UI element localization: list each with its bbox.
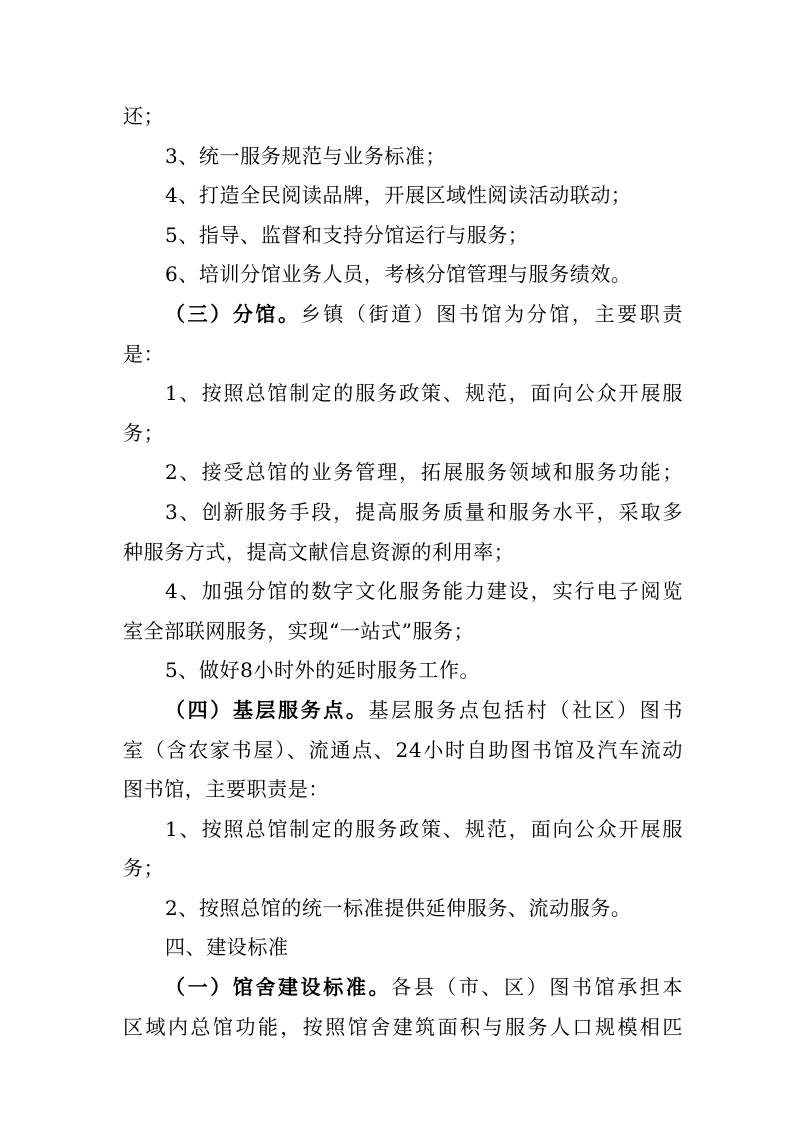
line-text: 还； xyxy=(123,104,165,128)
line-text: 乡镇（街道）图书馆为分馆，主要职责 xyxy=(300,301,683,326)
paragraph-line xyxy=(123,335,683,375)
line-text: 室全部联网服务，实现“一站式”服务； xyxy=(123,618,475,643)
list-item-line xyxy=(123,137,683,177)
line-text: 5、指导、监督和支持分馆运行与服务； xyxy=(165,222,529,247)
line-text: 种服务方式，提高文献信息资源的利用率； xyxy=(123,539,515,564)
line-text: 基层服务点包括村（社区）图书 xyxy=(368,697,683,722)
list-item-line xyxy=(123,810,683,850)
paragraph-line xyxy=(123,849,683,889)
line-text: 是： xyxy=(123,341,165,366)
section-heading-line xyxy=(123,968,683,1008)
list-item-line xyxy=(123,374,683,414)
paragraph-line xyxy=(123,533,683,573)
line-text: 4、打造全民阅读品牌，开展区域性阅读活动联动； xyxy=(165,183,632,208)
list-item-line xyxy=(123,453,683,493)
line-text: 1、按照总馆制定的服务政策、规范，面向公众开展服 xyxy=(165,381,683,406)
list-item-line xyxy=(123,889,683,929)
line-text: 务； xyxy=(123,420,165,445)
paragraph-line xyxy=(123,1008,683,1048)
list-item-line xyxy=(123,176,683,216)
line-text: 1、按照总馆制定的服务政策、规范，面向公众开展服 xyxy=(165,816,683,841)
section-heading-line xyxy=(123,295,683,335)
list-item-line xyxy=(123,572,683,612)
line-text: 3、创新服务手段，提高服务质量和服务水平，采取多 xyxy=(165,499,683,524)
section-title: （四）基层服务点。 xyxy=(165,697,369,722)
line-text: 务； xyxy=(123,856,165,881)
line-text: 室（含农家书屋）、流通点、24小时自助图书馆及汽车流动 xyxy=(123,737,683,762)
paragraph-line xyxy=(123,414,683,454)
section-heading-line xyxy=(123,691,683,731)
list-item-line xyxy=(123,493,683,533)
document-body xyxy=(123,97,683,1047)
section-title: （一）馆舍建设标准。 xyxy=(165,975,392,1000)
line-text: 4、加强分馆的数字文化服务能力建设，实行电子阅览 xyxy=(165,579,683,604)
line-text: 图书馆，主要职责是： xyxy=(123,777,329,802)
line-text: 6、培训分馆业务人员，考核分馆管理与服务绩效。 xyxy=(165,262,632,287)
line-text: 3、统一服务规范与业务标准； xyxy=(165,143,447,168)
paragraph-line xyxy=(123,770,683,810)
paragraph-line xyxy=(123,731,683,771)
list-item-line xyxy=(123,216,683,256)
line-text: 5、做好8小时外的延时服务工作。 xyxy=(165,658,481,683)
line-text: 2、接受总馆的业务管理，拓展服务领域和服务功能； xyxy=(165,460,683,485)
paragraph-line xyxy=(123,612,683,652)
list-item-line xyxy=(123,255,683,295)
paragraph-line xyxy=(123,97,683,137)
line-text: 2、按照总馆的统一标准提供延伸服务、流动服务。 xyxy=(165,895,632,920)
line-text: 各县（市、区）图书馆承担本 xyxy=(391,975,683,1000)
chapter-heading-line xyxy=(123,928,683,968)
section-title: （三）分馆。 xyxy=(165,301,301,326)
chapter-title: 四、建设标准 xyxy=(165,935,289,960)
list-item-line xyxy=(123,651,683,691)
line-text: 区域内总馆功能，按照馆舍建筑面积与服务人口规模相匹 xyxy=(123,1014,683,1039)
